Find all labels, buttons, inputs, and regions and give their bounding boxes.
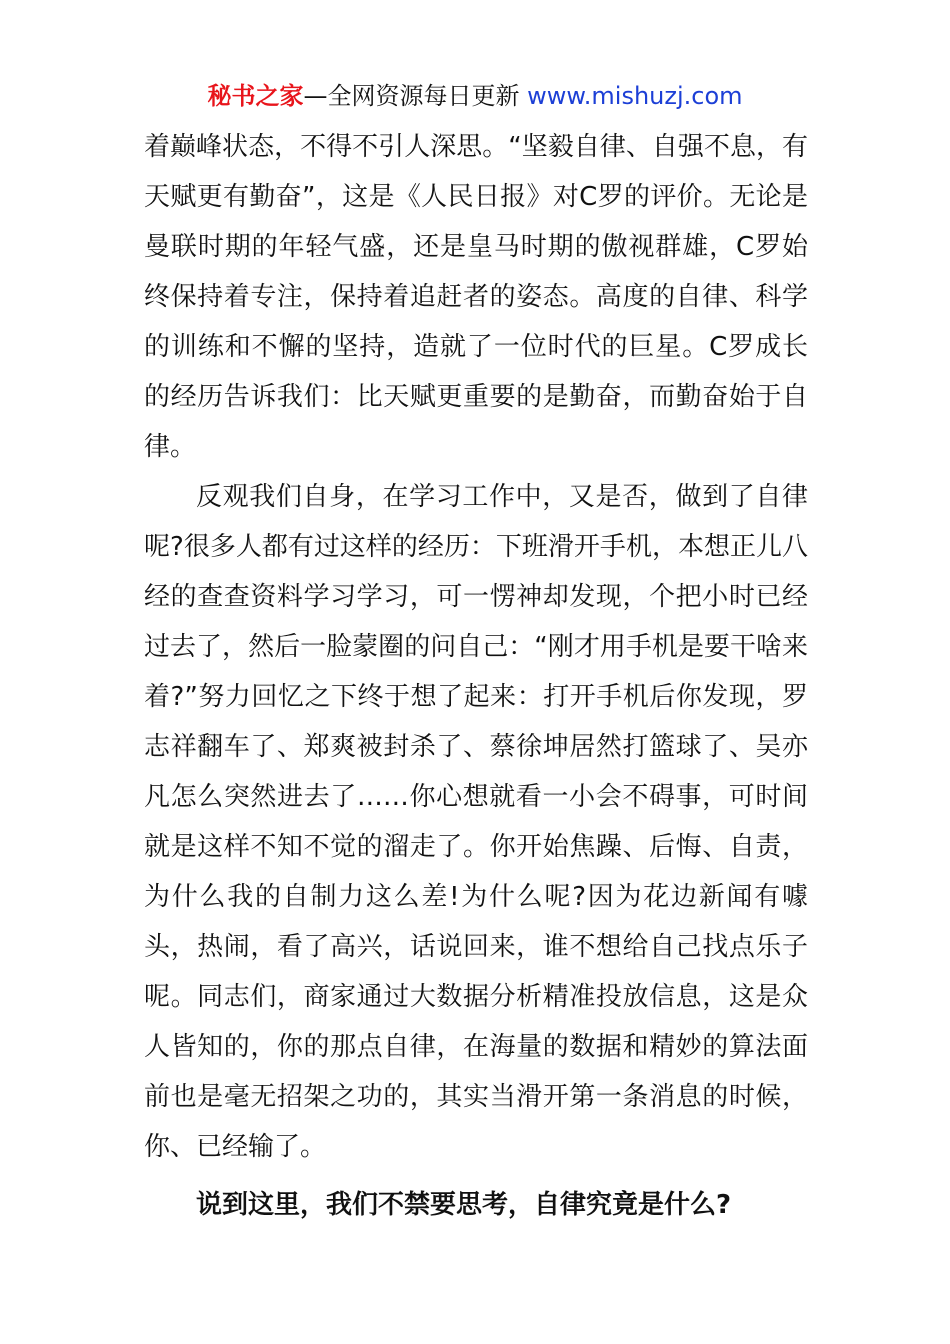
paragraph: 反观我们自身，在学习工作中，又是否，做到了自律呢?很多人都有过这样的经历：下班滑开手机，本想正儿八经的查查资料学习学习，可一愣神却发现，个把小时已经过去了，然后一脸蒙圈的问自己：“刚才用手机是要干啥来着?”努力回忆之下终于想了起来：打开手机后你发现，罗志祥翻车了、郑爽被封杀了、蔡徐坤居然打篮球了、吴亦凡怎么突然进去了……你心想就看一小会不碍事，可时间就是这样不知不觉的溜走了。你开始焦躁、后悔、自责，为什么我的自制力这么差!为什么呢?因为花边新闻有噱头，热闹，看了高兴，话说回来，谁不想给自己找点乐子呢。同志们，商家通过大数据分析精准投放信息，这是众人皆知的，你的那点自律，在海量的数据和精妙的算法面前也是毫无招架之功的，其实当滑开第一条消息的时候，你、已经输了。 bbox=[144, 482, 808, 1162]
header-tagline: —全网资源每日更新 bbox=[303, 82, 528, 110]
paragraph-continued: 着巅峰状态，不得不引人深思。“坚毅自律、自强不息，有天赋更有勤奋”，这是《人民日报》对C罗的评价。无论是曼联时期的年轻气盛，还是皇马时期的傲视群雄，C罗始终保持着专注，保持着追赶者的姿态。高度的自律、科学的训练和不懈的坚持，造就了一位时代的巨星。C罗成长的经历告诉我们：比天赋更重要的是勤奋，而勤奋始于自律。 bbox=[144, 132, 808, 462]
brand-name: 秘书之家 bbox=[207, 82, 304, 110]
document-body bbox=[144, 122, 808, 1230]
section-heading: 说到这里，我们不禁要思考，自律究竟是什么? bbox=[196, 1190, 732, 1220]
page-header bbox=[0, 80, 950, 112]
header-url[interactable]: www.mishuzj.com bbox=[527, 82, 743, 110]
